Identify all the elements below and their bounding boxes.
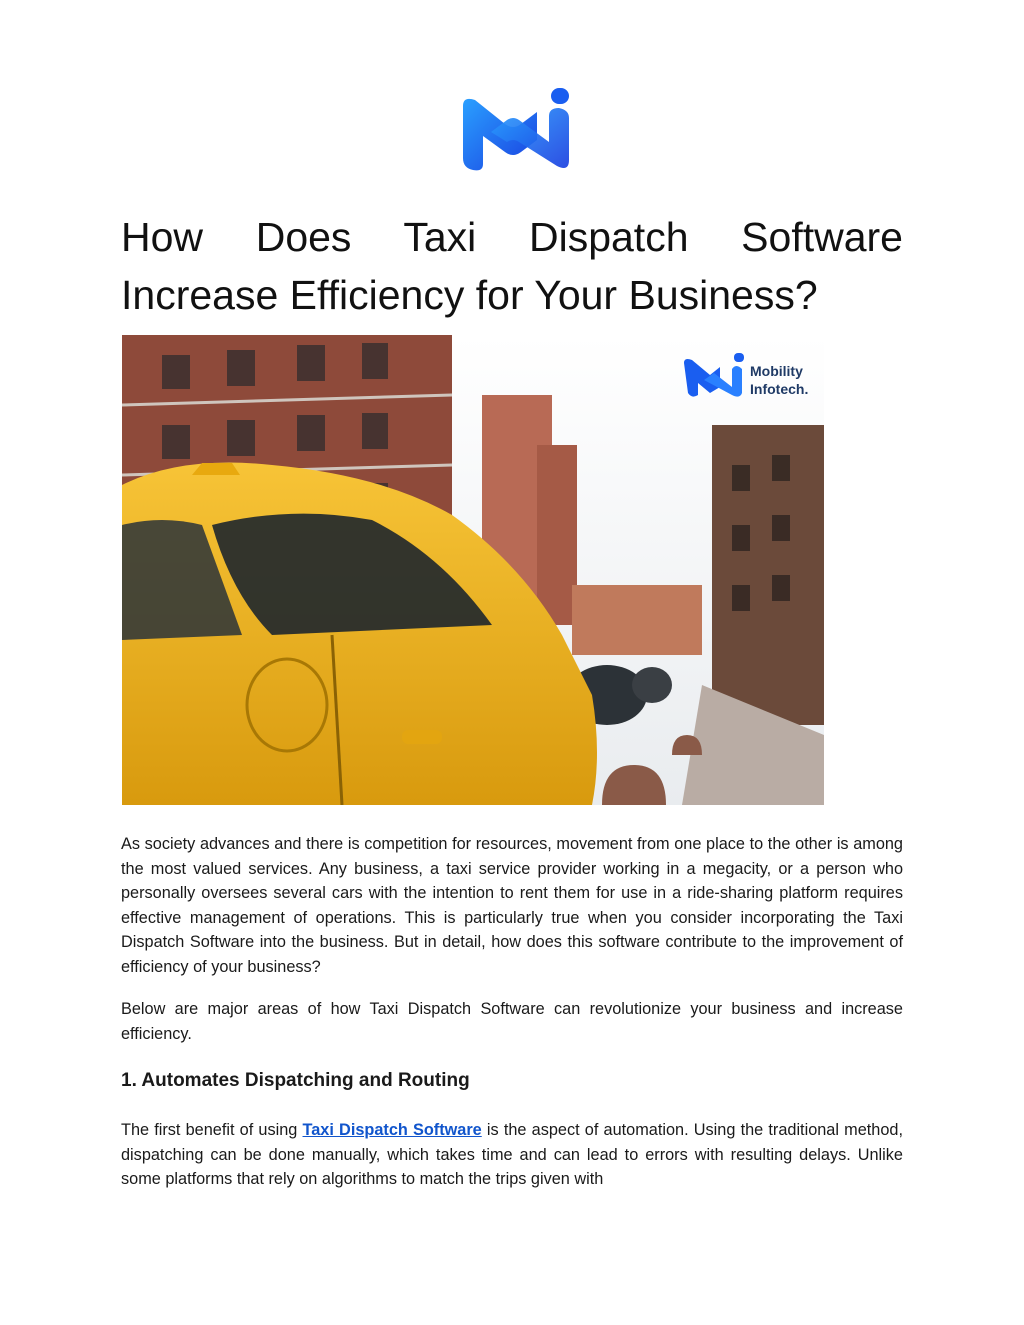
hero-image <box>122 335 824 805</box>
overlay-logo-line-1: Mobility <box>750 363 803 379</box>
section-heading: 1. Automates Dispatching and Routing <box>121 1070 470 1091</box>
taxi-street-illustration <box>122 335 824 805</box>
section-paragraph <box>121 1118 903 1192</box>
title-line-2: Increase Efficiency for Your Business? <box>121 272 818 318</box>
overview-paragraph: Below are major areas of how Taxi Dispatch Software can revolutionize your business and increase efficiency. <box>121 1000 903 1043</box>
taxi-dispatch-software-link[interactable]: Taxi Dispatch Software <box>302 1121 482 1139</box>
section-text-before: The first benefit of using <box>121 1121 303 1139</box>
section-text-after: is the aspect of automation. Using the traditional method, dispatching can be done manually, which takes time and can lead to errors with resulting delays. Unlike some platforms that rely on algorithms to match the trips given with <box>121 1121 903 1188</box>
overlay-logo-line-2: Infotech. <box>750 381 809 397</box>
mobility-infotech-logo-icon <box>453 86 573 180</box>
article-title <box>121 208 903 324</box>
intro-paragraph: As society advances and there is competition for resources, movement from one place to the other is among the most valued services. Any business, a taxi service provider working in a megacity, or a person who personally oversees several cars with the intention to rent them for use in a ride-sharing platform requires effective management of operations. This is particularly true when you consider incorporating the Taxi Dispatch Software into the business. But in detail, how does this software contribute to the improvement of efficiency of your business? <box>121 835 903 976</box>
title-line-1: How Does Taxi Dispatch Software <box>121 214 903 260</box>
